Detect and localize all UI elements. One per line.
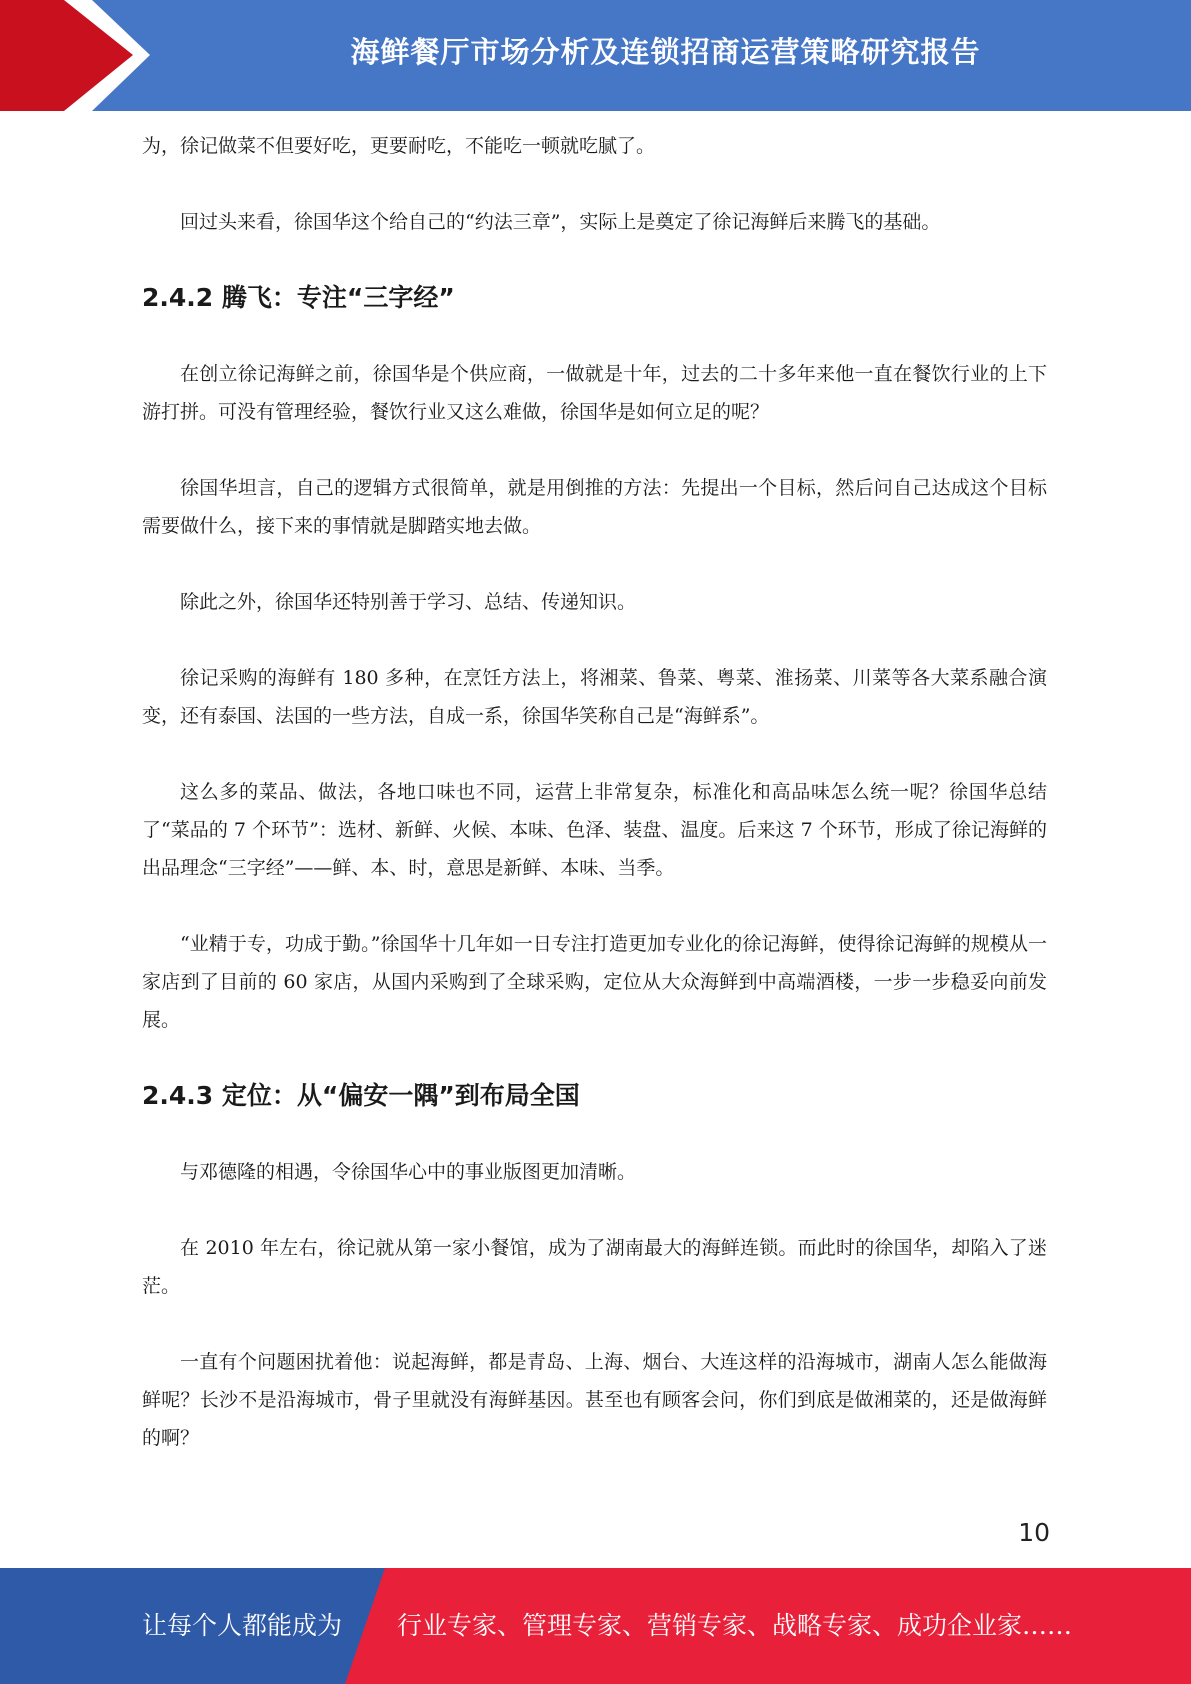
page-header	[0, 0, 1191, 111]
paragraph: 在 2010 年左右，徐记就从第一家小餐馆，成为了湖南最大的海鲜连锁。而此时的徐国华，却陷入了迷茫。	[142, 1237, 1047, 1297]
paragraph: 徐国华坦言，自己的逻辑方式很简单，就是用倒推的方法：先提出一个目标，然后问自己达成这个目标需要做什么，接下来的事情就是脚踏实地去做。	[142, 477, 1047, 537]
footer-slogan-left: 让每个人都能成为	[142, 1611, 343, 1640]
page-footer	[0, 1568, 1191, 1684]
paragraph: 徐记采购的海鲜有 180 多种，在烹饪方法上，将湘菜、鲁菜、粤菜、淮扬菜、川菜等各大菜系融合演变，还有泰国、法国的一些方法，自成一系，徐国华笑称自己是“海鲜系”。	[142, 667, 1047, 727]
paragraph: 为，徐记做菜不但要好吃，更要耐吃，不能吃一顿就吃腻了。	[142, 135, 656, 157]
paragraph: 这么多的菜品、做法，各地口味也不同，运营上非常复杂，标准化和高品味怎么统一呢？徐国华总结了“菜品的 7 个环节”：选材、新鲜、火候、本味、色泽、装盘、温度。后来这 7 个环节，形成了徐记海鲜的出品理念“三字经”——鲜、本、时，意思是新鲜、本味、当季。	[142, 781, 1047, 879]
section-heading-2-4-2: 2.4.2 腾飞：专注“三字经”	[142, 283, 455, 312]
section-heading-2-4-3: 2.4.3 定位：从“偏安一隅”到布局全国	[142, 1081, 580, 1110]
paragraph: 一直有个问题困扰着他：说起海鲜，都是青岛、上海、烟台、大连这样的沿海城市，湖南人怎么能做海鲜呢？长沙不是沿海城市，骨子里就没有海鲜基因。甚至也有顾客会问，你们到底是做湘菜的，还是做海鲜的啊？	[142, 1351, 1047, 1449]
page-number: 10	[1018, 1518, 1050, 1547]
paragraph: 回过头来看，徐国华这个给自己的“约法三章”，实际上是奠定了徐记海鲜后来腾飞的基础。	[180, 211, 941, 233]
paragraph: “业精于专，功成于勤。”徐国华十几年如一日专注打造更加专业化的徐记海鲜，使得徐记海鲜的规模从一家店到了目前的 60 家店，从国内采购到了全球采购，定位从大众海鲜到中高端酒楼，一步一步稳妥向前发展。	[142, 933, 1047, 1031]
paragraph: 与邓德隆的相遇，令徐国华心中的事业版图更加清晰。	[180, 1161, 637, 1183]
footer-slogan-right: 行业专家、管理专家、营销专家、战略专家、成功企业家……	[397, 1611, 1073, 1640]
document-body	[142, 127, 1047, 1495]
header-title: 海鲜餐厅市场分析及连锁招商运营策略研究报告	[350, 35, 981, 69]
paragraph: 除此之外，徐国华还特别善于学习、总结、传递知识。	[180, 591, 637, 613]
paragraph: 在创立徐记海鲜之前，徐国华是个供应商，一做就是十年，过去的二十多年来他一直在餐饮行业的上下游打拼。可没有管理经验，餐饮行业又这么难做，徐国华是如何立足的呢？	[142, 363, 1047, 423]
